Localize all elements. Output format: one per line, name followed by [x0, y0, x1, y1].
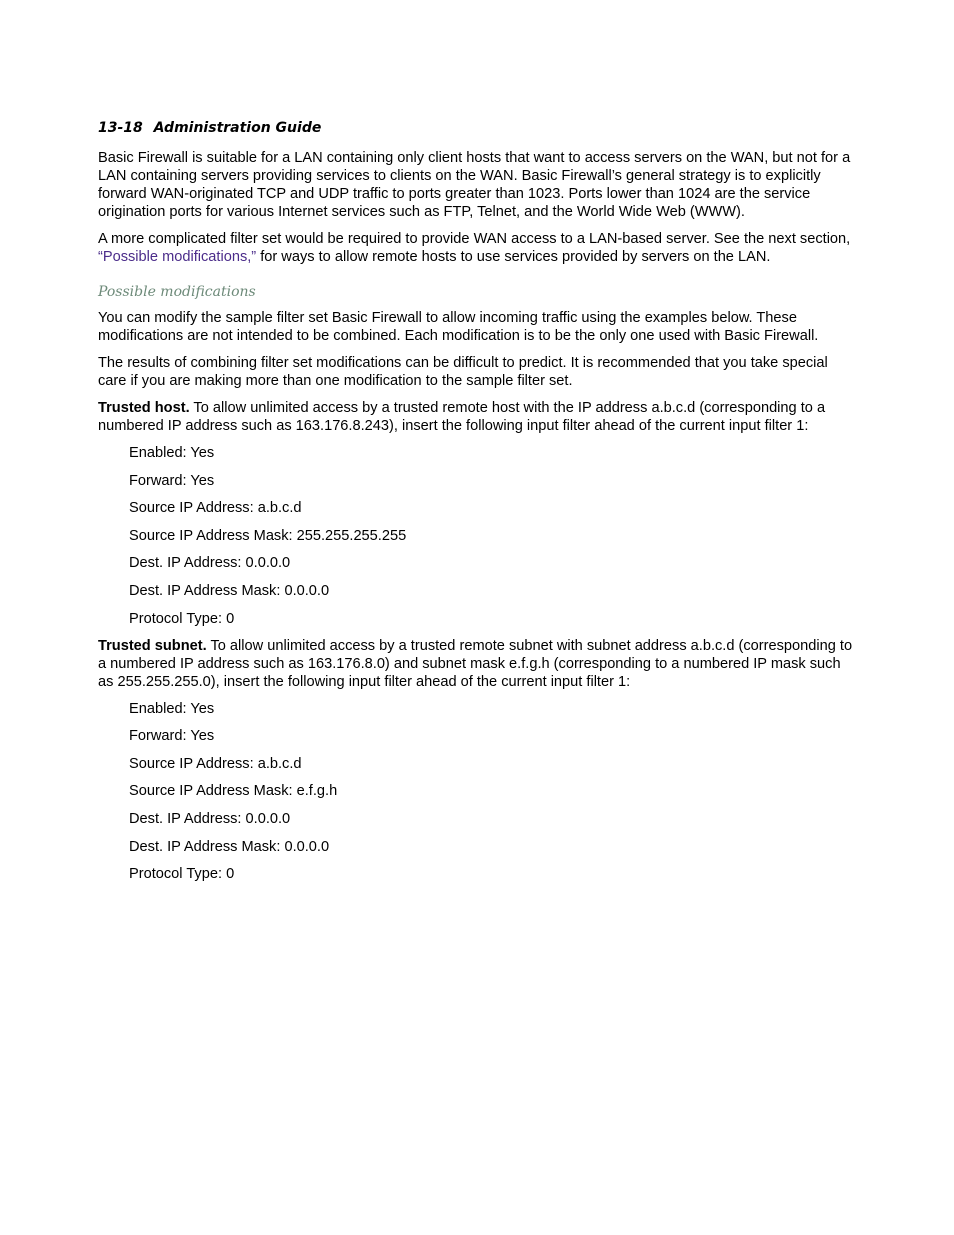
filter-field: Protocol Type: 0	[129, 866, 235, 883]
filter-field: Forward: Yes	[129, 728, 215, 745]
section-paragraph-1: You can modify the sample filter set Basic Firewall to allow incoming traffic using the examples below. These modifications are not intended to be combined. Each modification is to be the only one used with Basic Firewall.	[98, 310, 819, 344]
intro-paragraph-2-start: A more complicated filter set would be required to provide WAN access to a LAN-based server. See the next section,	[98, 231, 851, 247]
section-heading: Possible modifications	[98, 284, 256, 300]
filter-field: Dest. IP Address Mask: 0.0.0.0	[129, 838, 330, 855]
filter-field: Source IP Address: a.b.c.d	[129, 755, 302, 772]
filter-field: Dest. IP Address Mask: 0.0.0.0	[129, 582, 330, 599]
filter-field: Source IP Address Mask: e.f.g.h	[129, 783, 338, 800]
trusted-host-text: To allow unlimited access by a trusted remote host with the IP address a.b.c.d (corresponding to a numbered IP address such as 163.176.8.243), insert the following input filter ahead of the current input filter 1:	[98, 400, 826, 434]
trusted-subnet-filter-list	[98, 700, 860, 884]
trusted-host-lead: Trusted host.	[98, 400, 190, 416]
filter-field: Protocol Type: 0	[129, 610, 235, 627]
section-paragraph-2: The results of combining filter set modifications can be difficult to predict. It is recommended that you take special care if you are making more than one modification to the sample filter set.	[98, 355, 828, 389]
filter-field: Enabled: Yes	[129, 700, 215, 717]
intro-paragraph-1: Basic Firewall is suitable for a LAN containing only client hosts that want to access servers on the WAN, but not for a LAN containing servers providing services to clients on the WAN. Basic Firewall’s general strategy is to explicitly forward WAN-originated TCP and UDP traffic to ports greater than 1023. Ports lower than 1024 are the service origination ports for various Internet services such as FTP, Telnet, and the World Wide Web (WWW).	[98, 150, 851, 220]
running-header	[98, 119, 860, 137]
trusted-host-filter-list	[98, 444, 860, 628]
page-number: 13-18	[98, 120, 143, 136]
filter-field: Dest. IP Address: 0.0.0.0	[129, 810, 291, 827]
trusted-subnet-text: To allow unlimited access by a trusted remote subnet with subnet address a.b.c.d (corresponding to a numbered IP address such as 163.176.8.0) and subnet mask e.f.g.h (corresponding to a numbered IP mask such as 255.255.255.0), insert the following input filter ahead of the current input filter 1:	[98, 637, 853, 690]
trusted-subnet-paragraph	[98, 637, 860, 691]
intro-paragraph-2	[98, 230, 860, 266]
filter-field: Dest. IP Address: 0.0.0.0	[129, 555, 291, 572]
filter-field: Forward: Yes	[129, 472, 215, 489]
filter-field: Enabled: Yes	[129, 445, 215, 461]
filter-field: Source IP Address Mask: 255.255.255.255	[129, 527, 407, 544]
guide-title: Administration Guide	[153, 120, 322, 136]
trusted-subnet-lead: Trusted subnet.	[98, 637, 207, 654]
trusted-host-paragraph	[98, 399, 860, 435]
document-page	[98, 119, 860, 892]
filter-field: Source IP Address: a.b.c.d	[129, 500, 302, 517]
possible-modifications-link[interactable]: “Possible modifications,”	[98, 249, 257, 265]
intro-paragraph-2-end: for ways to allow remote hosts to use services provided by servers on the LAN.	[256, 249, 771, 265]
